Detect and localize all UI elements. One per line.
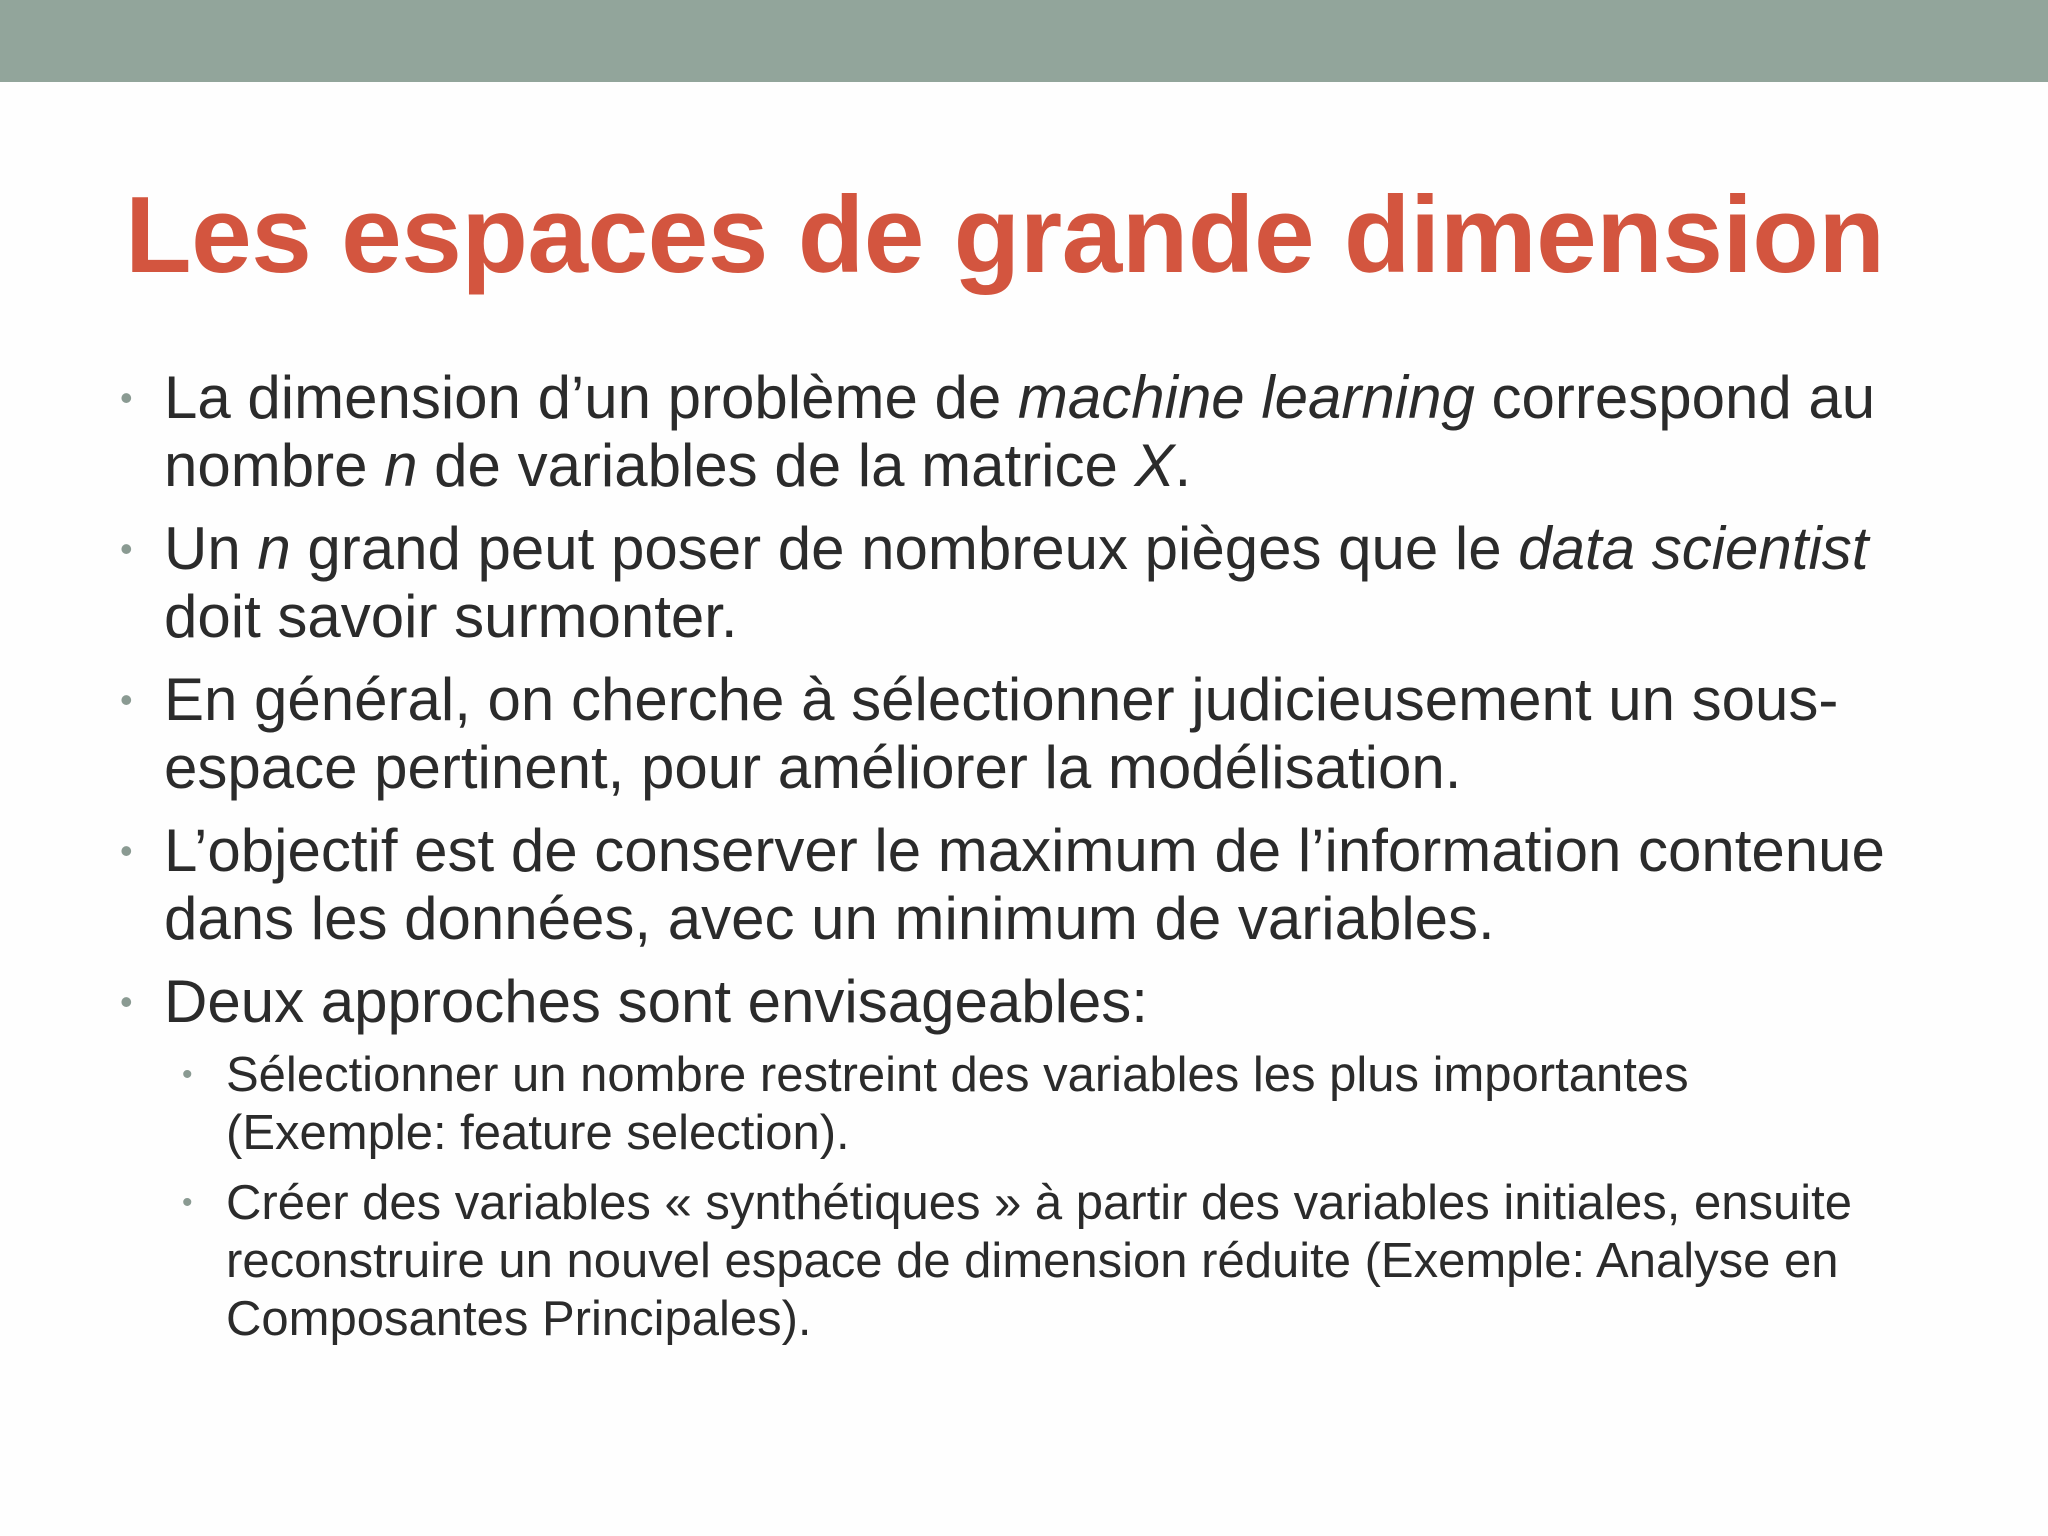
bullet-text: de variables de la matrice: [417, 432, 1135, 499]
sub-bullet-list: [182, 1046, 1920, 1348]
bullet-emphasis: data scientist: [1518, 515, 1869, 582]
bullet-list: [120, 364, 1920, 1363]
bullet-text: La dimension d’un problème de: [164, 364, 1018, 431]
bullet-text: correspond au nombre: [164, 364, 1876, 499]
bullet-text: Deux approches sont envisageables:: [164, 968, 1148, 1035]
bullet-emphasis: X: [1134, 432, 1175, 499]
sub-bullet-item: [182, 1046, 1920, 1162]
bullet-text: Un: [164, 515, 258, 582]
bullet-emphasis: machine learning: [1017, 364, 1475, 431]
bullet-item: [120, 968, 1920, 1348]
sub-bullet-text: Créer des variables « synthétiques » à partir des variables initiales, ensuite reconstruire un nouvel espace de dimension réduite (Exemple: Analyse en Composantes Principales).: [226, 1176, 1853, 1346]
slide-title: Les espaces de grande dimension: [125, 174, 1885, 296]
bullet-item: [120, 666, 1920, 802]
bullet-text: En général, on cherche à sélectionner judicieusement un sous-espace pertinent, pour améliorer la modélisation.: [164, 666, 1839, 801]
bullet-text: .: [1174, 432, 1192, 499]
bullet-text: grand peut poser de nombreux pièges que le: [290, 515, 1519, 582]
slide-header-bar: [0, 0, 2048, 82]
bullet-emphasis: n: [384, 432, 418, 499]
sub-bullet-item: [182, 1174, 1920, 1348]
bullet-item: [120, 817, 1920, 953]
bullet-text: doit savoir surmonter.: [164, 583, 738, 650]
bullet-item: [120, 515, 1920, 651]
bullet-text: L’objectif est de conserver le maximum de l’information contenue dans les données, avec un minimum de variables.: [164, 817, 1885, 952]
bullet-emphasis: n: [257, 515, 291, 582]
sub-bullet-text: Sélectionner un nombre restreint des variables les plus importantes (Exemple: feature selection).: [226, 1048, 1689, 1160]
bullet-item: [120, 364, 1920, 500]
